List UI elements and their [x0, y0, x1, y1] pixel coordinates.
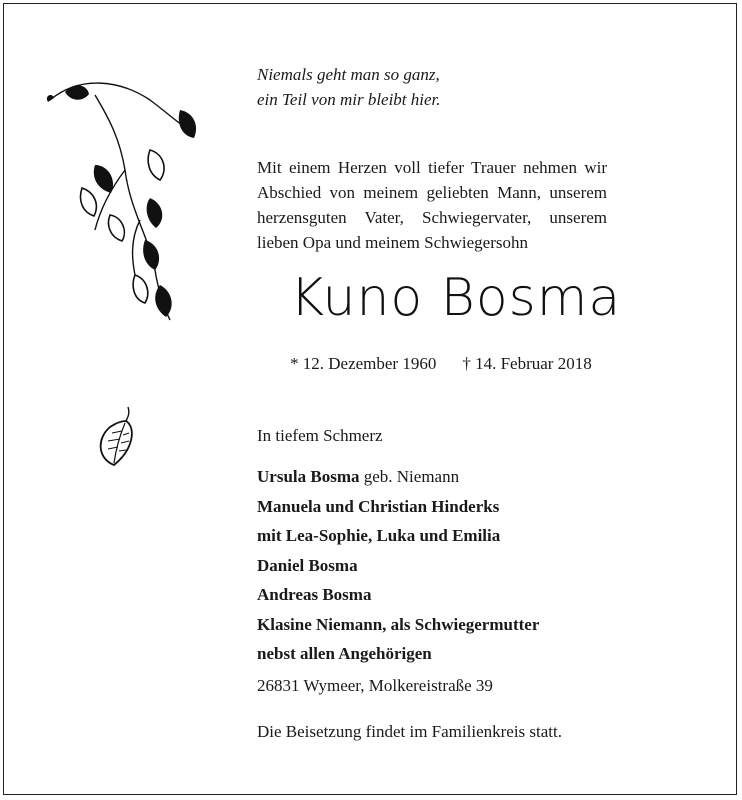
motto-line-2: ein Teil von mir bleibt hier.: [257, 90, 441, 109]
mourner-line: nebst allen Angehörigen: [257, 644, 432, 663]
deceased-name: Kuno Bosma: [290, 268, 622, 328]
motto: [257, 62, 441, 112]
intro-text: Mit einem Herzen voll tiefer Trauer nehmen wir Abschied von meinem geliebten Mann, unserem herzensguten Vater, Schwiegervater, unserem lieben Opa und meinem Schwiegersohn: [257, 158, 607, 252]
mourner-line: Manuela und Christian Hinderks: [257, 496, 500, 516]
motto-line-1: Niemals geht man so ganz,: [257, 65, 440, 84]
mourner-line: Andreas Bosma: [257, 585, 372, 604]
address: 26831 Wymeer, Molkereistraße 39: [257, 676, 493, 695]
mourners-list: [257, 462, 539, 669]
mourner-line: mit Lea-Sophie, Luka und Emilia: [257, 526, 501, 545]
mourner-line: Daniel Bosma: [257, 555, 358, 575]
birch-branch-icon: [40, 70, 210, 350]
death-date: † 14. Februar 2018: [462, 354, 592, 373]
greeting: In tiefem Schmerz: [257, 426, 383, 445]
life-dates: [290, 354, 592, 374]
mourner-line: Ursula Bosma geb. Niemann: [257, 467, 460, 486]
birth-date: * 12. Dezember 1960: [290, 354, 437, 373]
burial-note: Die Beisetzung findet im Familienkreis statt.: [257, 722, 562, 741]
mourner-line: Klasine Niemann, als Schwiegermutter: [257, 614, 540, 634]
leaf-icon: [92, 403, 142, 473]
